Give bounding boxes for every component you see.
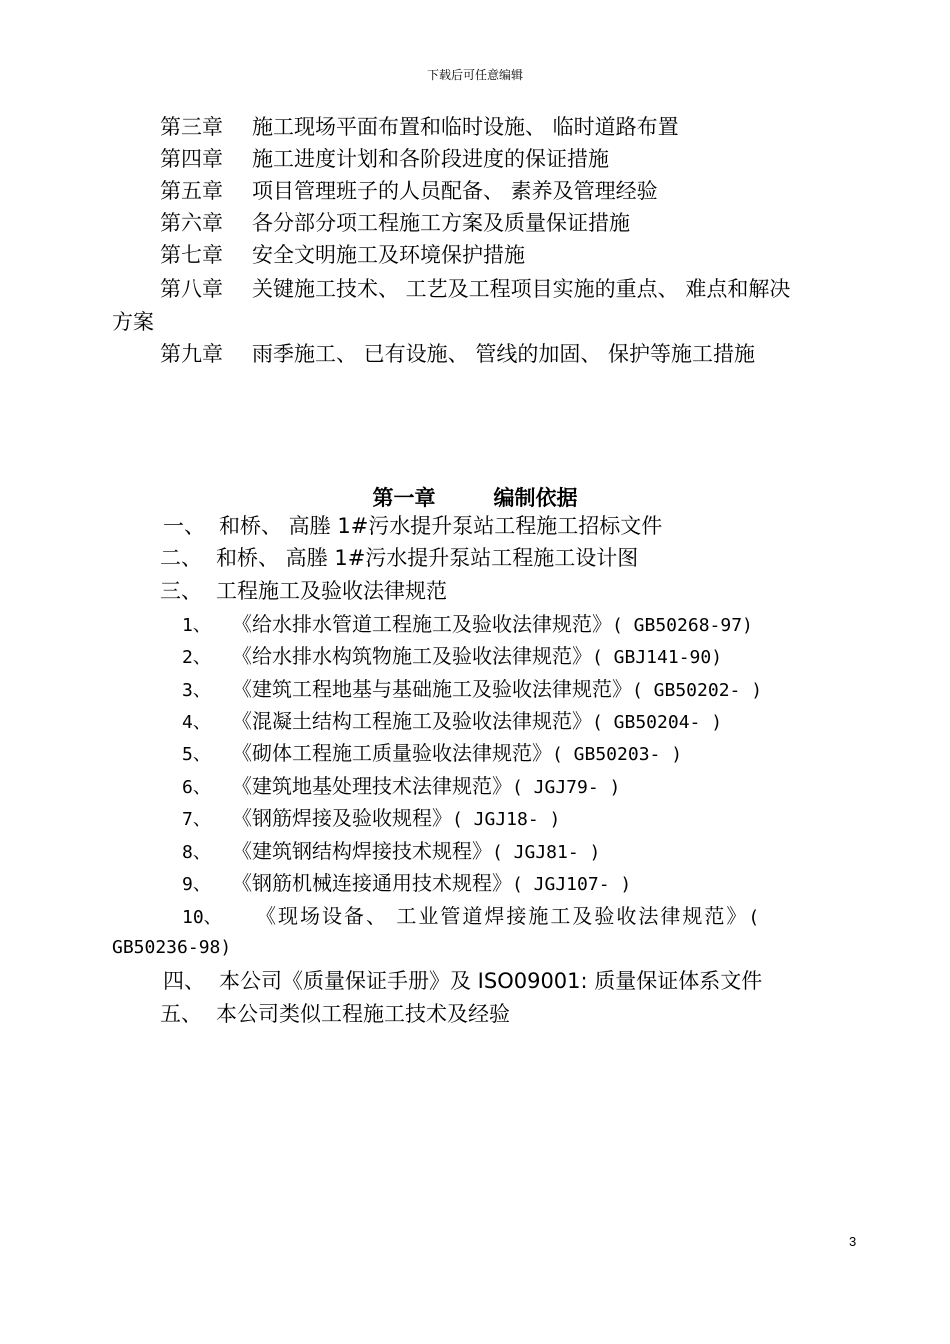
reference-code: ( JGJ79- ) [512, 777, 621, 798]
toc-chapter-number: 第五章 [160, 179, 223, 203]
reference-index: 9、 [182, 874, 211, 895]
section-item [163, 968, 762, 994]
toc-item [160, 242, 525, 268]
reference-index: 5、 [182, 744, 211, 765]
reference-item [182, 805, 560, 833]
section-item [163, 513, 662, 539]
reference-item [182, 740, 682, 768]
reference-item [182, 870, 631, 898]
section-marker: 一、 [163, 514, 205, 538]
toc-chapter-title: 关键施工技术、 工艺及工程项目实施的重点、 难点和解决 [252, 277, 791, 301]
chapter-heading [0, 482, 950, 512]
reference-code: ( GB50202- ) [632, 680, 763, 701]
reference-name: 《给水排水构筑物施工及验收法律规范》 [232, 644, 592, 668]
reference-item [182, 676, 762, 704]
reference-name: 《现场设备、 工业管道焊接施工及验收法律规范》 [256, 904, 749, 928]
section-text: 本公司《质量保证手册》及 ISO09001: 质量保证体系文件 [219, 969, 763, 993]
section-item [160, 545, 638, 571]
section-marker: 二、 [160, 546, 202, 570]
section-marker: 四、 [163, 969, 205, 993]
toc-chapter-number: 第六章 [160, 211, 223, 235]
reference-item [182, 611, 753, 639]
reference-code: ( JGJ107- ) [512, 874, 632, 895]
toc-chapter-title: 各分部分项工程施工方案及质量保证措施 [252, 211, 630, 235]
reference-code: ( GB50203- ) [552, 744, 683, 765]
reference-name: 《砌体工程施工质量验收法律规范》 [232, 741, 552, 765]
reference-index: 10、 [182, 907, 222, 928]
toc-chapter-title: 项目管理班子的人员配备、 素养及管理经验 [252, 179, 658, 203]
toc-item [160, 178, 658, 204]
reference-name: 《钢筋焊接及验收规程》 [232, 806, 452, 830]
reference-index: 3、 [182, 680, 211, 701]
reference-name: 《给水排水管道工程施工及验收法律规范》 [232, 612, 612, 636]
toc-item [160, 276, 790, 302]
reference-item [182, 643, 722, 671]
page-number: 3 [849, 1234, 857, 1249]
section-text: 工程施工及验收法律规范 [216, 579, 447, 603]
toc-chapter-title: 施工进度计划和各阶段进度的保证措施 [252, 147, 609, 171]
section-item [160, 1001, 510, 1027]
reference-index: 7、 [182, 809, 211, 830]
toc-chapter-number: 第七章 [160, 243, 223, 267]
toc-chapter-title: 雨季施工、 已有设施、 管线的加固、 保护等施工措施 [252, 342, 756, 366]
toc-item [160, 114, 679, 140]
reference-name: 《建筑工程地基与基础施工及验收法律规范》 [232, 677, 632, 701]
reference-code: ( JGJ18- ) [452, 809, 561, 830]
toc-chapter-title: 安全文明施工及环境保护措施 [252, 243, 525, 267]
reference-code: ( JGJ81- ) [492, 842, 601, 863]
section-text: 和桥、 高塍 1#污水提升泵站工程施工招标文件 [219, 514, 663, 538]
toc-chapter-number: 第九章 [160, 342, 223, 366]
reference-name: 《钢筋机械连接通用技术规程》 [232, 871, 512, 895]
reference-item [182, 708, 722, 736]
reference-item [182, 838, 600, 866]
toc-item [160, 341, 755, 367]
toc-chapter-title: 施工现场平面布置和临时设施、 临时道路布置 [252, 115, 679, 139]
reference-name: 《建筑钢结构焊接技术规程》 [232, 839, 492, 863]
section-marker: 五、 [160, 1002, 202, 1026]
reference-name: 《混凝土结构工程施工及验收法律规范》 [232, 709, 592, 733]
toc-item [160, 210, 630, 236]
chapter-title: 编制依据 [493, 486, 578, 510]
toc-chapter-number: 第三章 [160, 115, 223, 139]
reference-index: 1、 [182, 615, 211, 636]
reference-name: 《建筑地基处理技术法律规范》 [232, 774, 512, 798]
reference-code: ( GBJ141-90) [592, 647, 723, 668]
toc-item [160, 146, 609, 172]
reference-index: 4、 [182, 712, 211, 733]
reference-index: 8、 [182, 842, 211, 863]
toc-item-continuation: 方案 [112, 310, 154, 334]
page-header-note: 下载后可任意编辑 [426, 68, 523, 82]
reference-code: GB50236-98) [112, 937, 232, 958]
section-marker: 三、 [160, 579, 202, 603]
chapter-number: 第一章 [372, 486, 436, 510]
toc-chapter-number: 第四章 [160, 147, 223, 171]
section-item [160, 578, 447, 604]
section-text: 本公司类似工程施工技术及经验 [216, 1002, 510, 1026]
reference-index: 2、 [182, 647, 211, 668]
reference-item [182, 903, 759, 931]
reference-code: ( GB50268-97) [612, 615, 753, 636]
section-text: 和桥、 高塍 1#污水提升泵站工程施工设计图 [216, 546, 639, 570]
reference-code-open: ( [748, 907, 760, 928]
reference-index: 6、 [182, 777, 211, 798]
toc-chapter-number: 第八章 [160, 277, 223, 301]
reference-item [182, 773, 620, 801]
reference-code: ( GB50204- ) [592, 712, 723, 733]
